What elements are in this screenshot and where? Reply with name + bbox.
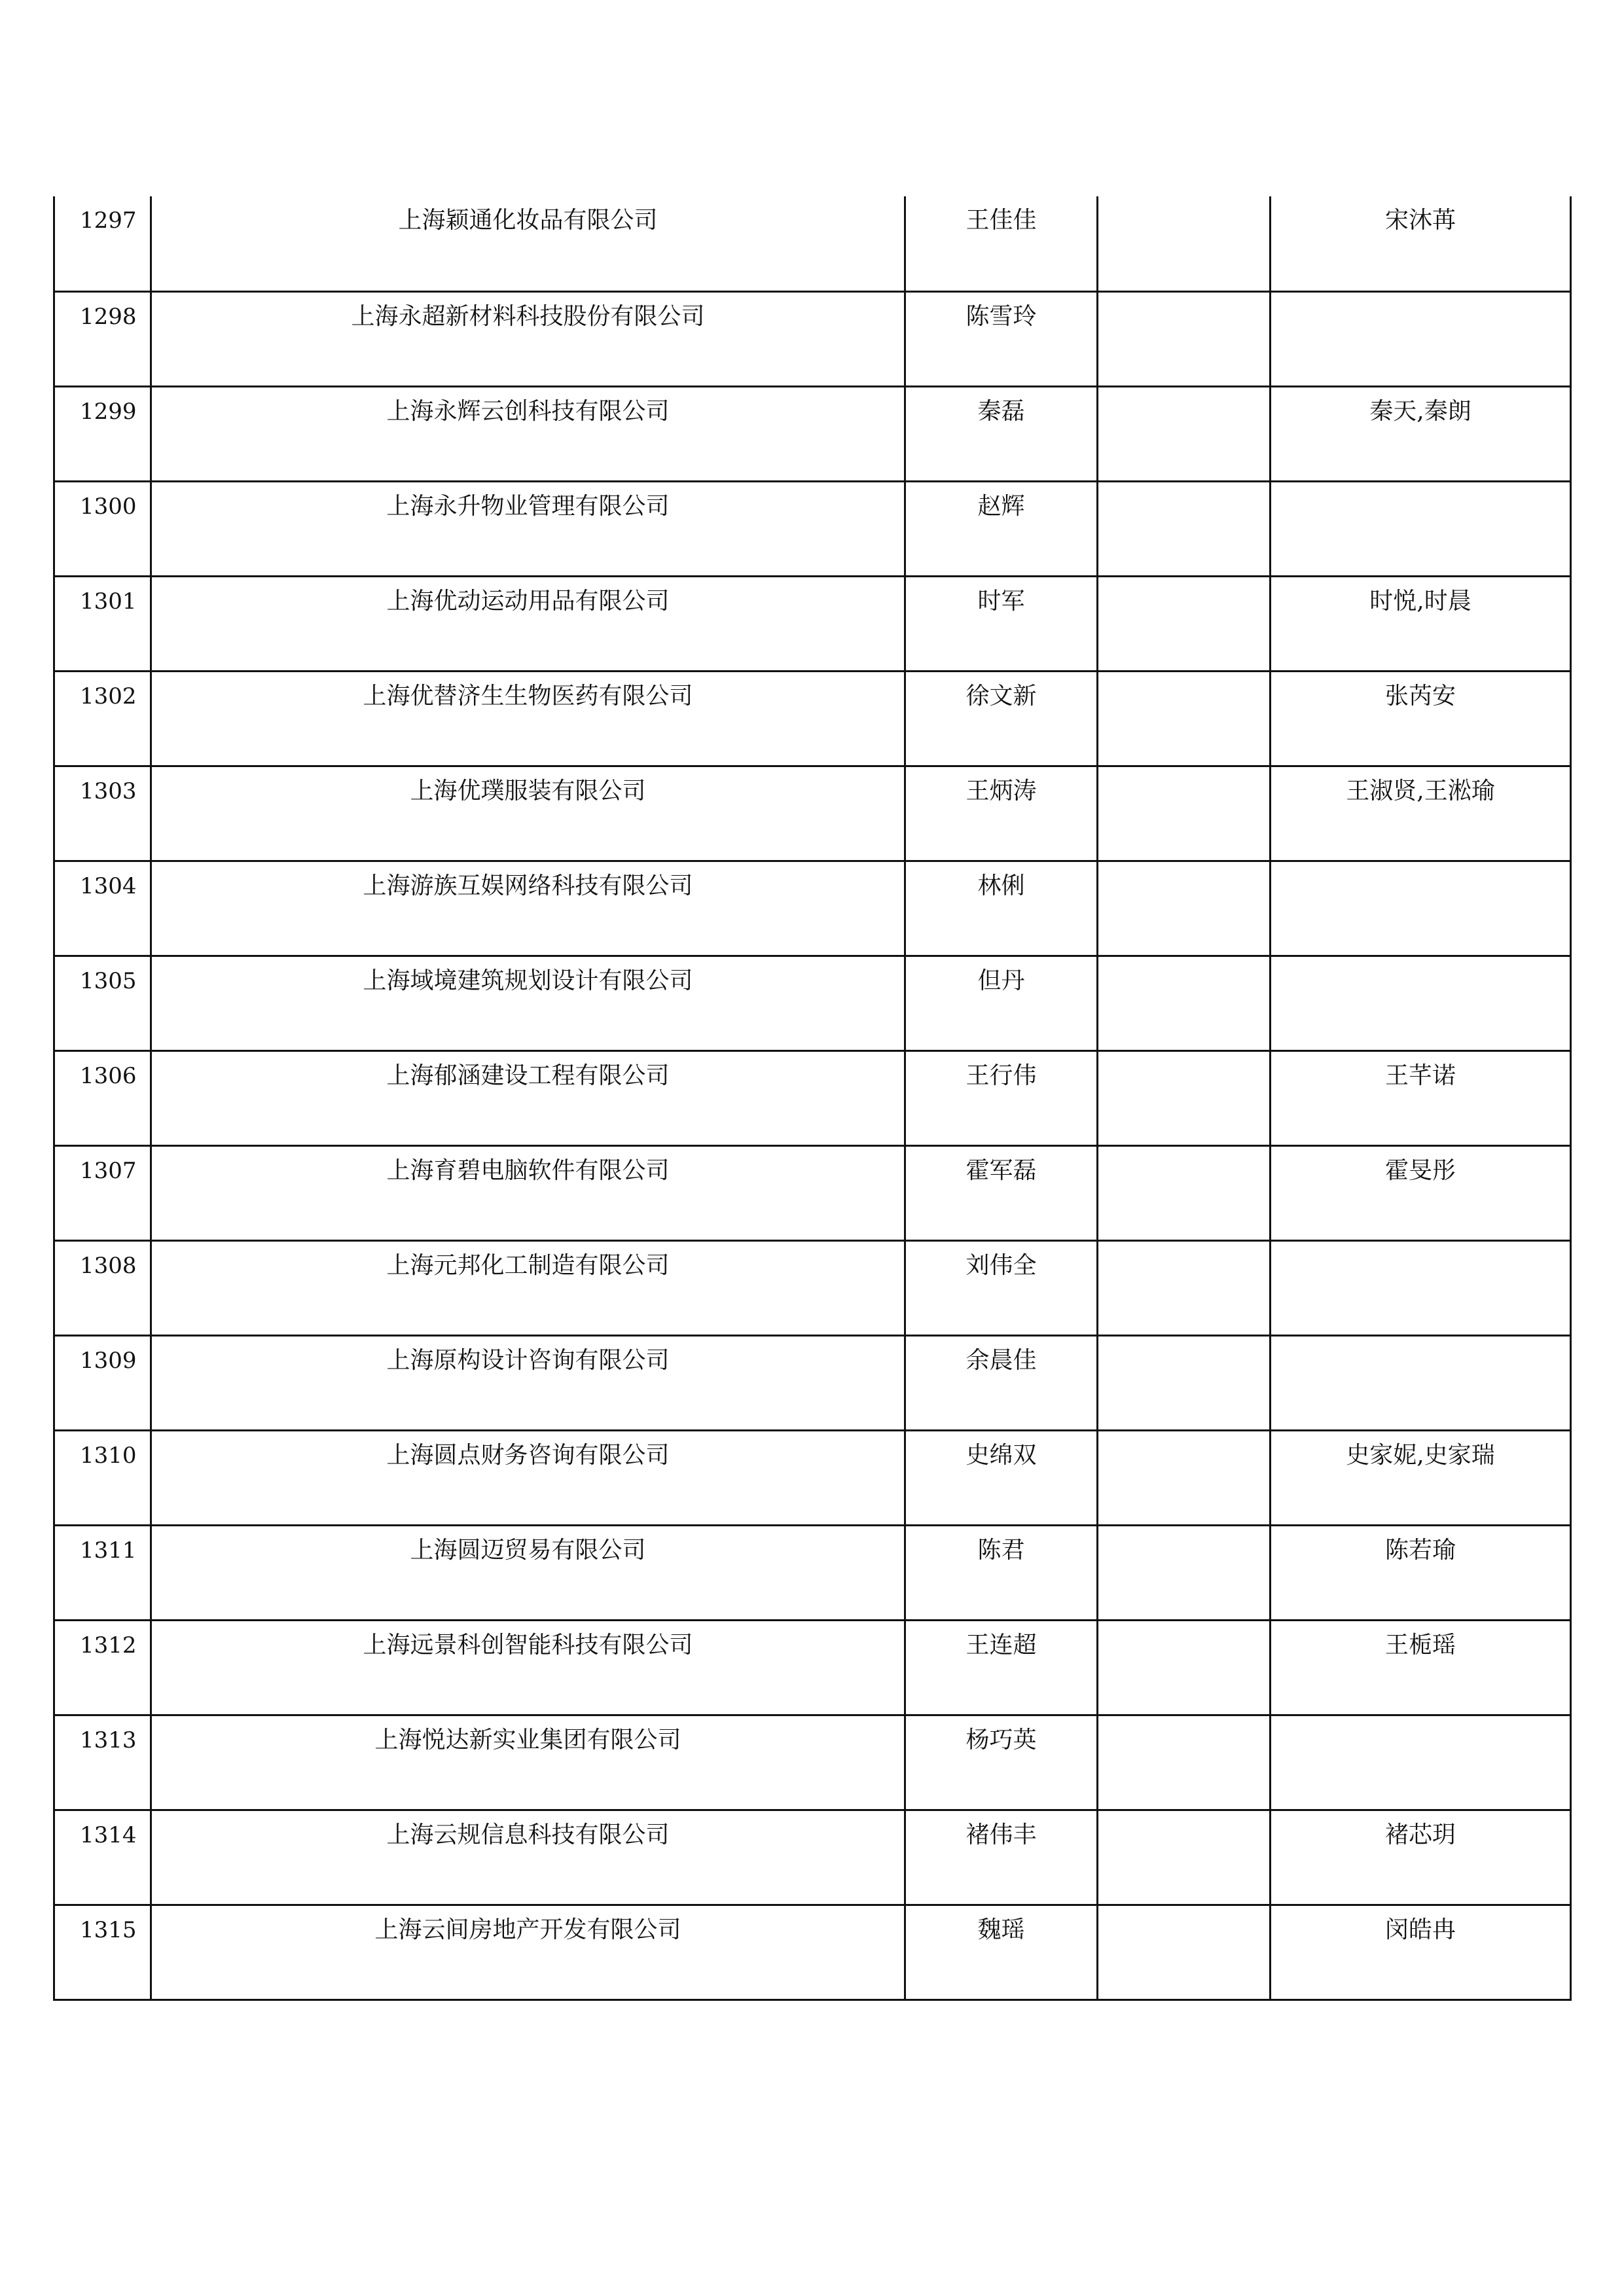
company-name: 上海永升物业管理有限公司 (386, 492, 670, 520)
children-names: 张芮安 (1384, 682, 1456, 709)
company-name-cell (151, 1240, 905, 1335)
row-number-cell (54, 386, 151, 481)
blank-cell-cell (1098, 1905, 1271, 2000)
children-names-cell (1271, 1145, 1571, 1240)
blank-cell (1098, 1336, 1269, 1347)
table-row (54, 1715, 1571, 1810)
company-name-cell (151, 766, 905, 861)
table-row (54, 1620, 1571, 1715)
company-name-cell (151, 1715, 905, 1810)
representative-name: 秦磊 (977, 397, 1025, 425)
representative-name-cell (905, 956, 1098, 1050)
blank-cell (1098, 957, 1269, 967)
children-names-cell (1271, 196, 1571, 291)
company-name-cell (151, 386, 905, 481)
blank-cell (1098, 767, 1269, 778)
children-names-cell (1271, 766, 1571, 861)
blank-cell-cell (1098, 196, 1271, 291)
blank-cell (1098, 482, 1269, 493)
table-row (54, 481, 1571, 576)
row-number: 1312 (80, 1632, 137, 1659)
representative-name: 赵辉 (977, 492, 1025, 520)
blank-cell (1098, 293, 1269, 303)
blank-cell-cell (1098, 956, 1271, 1050)
company-name-cell (151, 196, 905, 291)
representative-name-cell (905, 1810, 1098, 1905)
blank-cell-cell (1098, 1335, 1271, 1430)
blank-cell-cell (1098, 1430, 1271, 1525)
children-names-cell (1271, 1240, 1571, 1335)
row-number-cell (54, 1715, 151, 1810)
children-names: 褚芯玥 (1384, 1821, 1456, 1848)
document-page (53, 196, 1570, 2031)
children-names (1271, 293, 1570, 303)
company-name-cell (151, 1050, 905, 1145)
representative-name-cell (905, 386, 1098, 481)
company-name: 上海圆迈贸易有限公司 (410, 1536, 646, 1564)
company-name-cell (151, 1810, 905, 1905)
blank-cell-cell (1098, 1145, 1271, 1240)
row-number: 1303 (80, 778, 137, 804)
company-name-cell (151, 956, 905, 1050)
blank-cell-cell (1098, 291, 1271, 386)
children-names (1271, 1242, 1570, 1252)
representative-name-cell (905, 196, 1098, 291)
row-number: 1301 (80, 588, 137, 615)
children-names-cell (1271, 1050, 1571, 1145)
row-number: 1304 (80, 872, 137, 899)
table-row (54, 291, 1571, 386)
representative-name: 时军 (977, 587, 1025, 615)
table-row (54, 1810, 1571, 1905)
children-names-cell (1271, 1620, 1571, 1715)
table-row (54, 1050, 1571, 1145)
children-names-cell (1271, 1430, 1571, 1525)
children-names (1271, 1716, 1570, 1727)
table-row (54, 1145, 1571, 1240)
table-row (54, 861, 1571, 956)
company-name: 上海云规信息科技有限公司 (386, 1821, 670, 1848)
representative-name: 陈雪玲 (965, 302, 1037, 330)
blank-cell-cell (1098, 386, 1271, 481)
table-row (54, 1335, 1571, 1430)
blank-cell (1098, 672, 1269, 683)
row-number-cell (54, 671, 151, 766)
blank-cell-cell (1098, 1050, 1271, 1145)
company-name-cell (151, 1905, 905, 2000)
children-names (1271, 862, 1570, 872)
blank-cell (1098, 387, 1269, 398)
company-name: 上海原构设计咨询有限公司 (386, 1346, 670, 1374)
row-number-cell (54, 1430, 151, 1525)
row-number-cell (54, 481, 151, 576)
children-names-cell (1271, 386, 1571, 481)
children-names: 闵皓冉 (1384, 1916, 1456, 1943)
representative-name: 王炳涛 (965, 777, 1037, 804)
blank-cell (1098, 577, 1269, 588)
blank-cell (1098, 862, 1269, 872)
blank-cell (1098, 1147, 1269, 1157)
company-name-cell (151, 1145, 905, 1240)
blank-cell (1098, 1431, 1269, 1442)
children-names (1271, 1336, 1570, 1347)
blank-cell (1098, 196, 1269, 207)
blank-cell (1098, 1716, 1269, 1727)
children-names: 王淑贤,王淞瑜 (1346, 777, 1495, 804)
blank-cell-cell (1098, 481, 1271, 576)
company-name: 上海优璞服装有限公司 (410, 777, 646, 804)
row-number: 1308 (80, 1252, 137, 1279)
row-number: 1306 (80, 1062, 137, 1089)
company-name-cell (151, 576, 905, 671)
representative-name-cell (905, 1050, 1098, 1145)
company-name: 上海永辉云创科技有限公司 (386, 397, 670, 425)
table-row (54, 956, 1571, 1050)
blank-cell-cell (1098, 1620, 1271, 1715)
table-row (54, 1905, 1571, 2000)
representative-name: 杨巧英 (965, 1726, 1037, 1753)
company-name: 上海郁涵建设工程有限公司 (386, 1062, 670, 1089)
representative-name-cell (905, 576, 1098, 671)
company-name: 上海圆点财务咨询有限公司 (386, 1441, 670, 1469)
table-row (54, 576, 1571, 671)
representative-name: 王行伟 (965, 1062, 1037, 1089)
representative-name-cell (905, 1145, 1098, 1240)
row-number-cell (54, 1240, 151, 1335)
row-number: 1309 (80, 1347, 137, 1374)
representative-name-cell (905, 1715, 1098, 1810)
blank-cell (1098, 1811, 1269, 1821)
company-name: 上海颖通化妆品有限公司 (398, 207, 658, 234)
representative-name: 林俐 (977, 872, 1025, 899)
company-name-cell (151, 861, 905, 956)
company-name: 上海优动运动用品有限公司 (386, 587, 670, 615)
row-number-cell (54, 196, 151, 291)
children-names: 秦天,秦朗 (1369, 397, 1471, 425)
children-names-cell (1271, 1715, 1571, 1810)
blank-cell-cell (1098, 1525, 1271, 1620)
table-row (54, 766, 1571, 861)
representative-name-cell (905, 481, 1098, 576)
company-name-cell (151, 671, 905, 766)
children-names: 宋沐苒 (1384, 207, 1456, 234)
row-number-cell (54, 1810, 151, 1905)
children-names: 王栀瑶 (1384, 1631, 1456, 1659)
company-name-cell (151, 1335, 905, 1430)
row-number-cell (54, 1145, 151, 1240)
blank-cell (1098, 1621, 1269, 1632)
company-name: 上海元邦化工制造有限公司 (386, 1251, 670, 1279)
row-number: 1311 (80, 1537, 137, 1564)
row-number: 1297 (80, 207, 137, 234)
representative-name: 刘伟全 (965, 1251, 1037, 1279)
row-number-cell (54, 1620, 151, 1715)
row-number-cell (54, 861, 151, 956)
representative-name: 余晨佳 (965, 1346, 1037, 1374)
blank-cell (1098, 1242, 1269, 1252)
representative-name-cell (905, 1335, 1098, 1430)
children-names-cell (1271, 956, 1571, 1050)
blank-cell-cell (1098, 861, 1271, 956)
company-name: 上海优替济生生物医药有限公司 (363, 682, 693, 709)
representative-name-cell (905, 291, 1098, 386)
blank-cell (1098, 1052, 1269, 1062)
children-names: 王芊诺 (1384, 1062, 1456, 1089)
blank-cell-cell (1098, 671, 1271, 766)
children-names-cell (1271, 861, 1571, 956)
company-name: 上海域境建筑规划设计有限公司 (363, 967, 693, 994)
representative-name: 褚伟丰 (965, 1821, 1037, 1848)
representative-name-cell (905, 671, 1098, 766)
representative-name-cell (905, 1525, 1098, 1620)
representative-name-cell (905, 766, 1098, 861)
children-names-cell (1271, 1905, 1571, 2000)
roster-body (54, 196, 1571, 2000)
company-name-cell (151, 291, 905, 386)
row-number-cell (54, 1335, 151, 1430)
row-number-cell (54, 956, 151, 1050)
row-number: 1299 (80, 398, 137, 425)
representative-name-cell (905, 1240, 1098, 1335)
children-names (1271, 482, 1570, 493)
blank-cell (1098, 1526, 1269, 1537)
row-number: 1307 (80, 1157, 137, 1184)
row-number: 1302 (80, 683, 137, 709)
company-name: 上海游族互娱网络科技有限公司 (363, 872, 693, 899)
row-number-cell (54, 1050, 151, 1145)
table-row (54, 1430, 1571, 1525)
representative-name: 霍军磊 (965, 1157, 1037, 1184)
blank-cell-cell (1098, 1810, 1271, 1905)
blank-cell-cell (1098, 766, 1271, 861)
blank-cell-cell (1098, 1715, 1271, 1810)
table-row (54, 671, 1571, 766)
company-name-cell (151, 481, 905, 576)
row-number-cell (54, 291, 151, 386)
representative-name-cell (905, 1905, 1098, 2000)
representative-name: 王佳佳 (965, 207, 1037, 234)
representative-name: 王连超 (965, 1631, 1037, 1659)
row-number: 1300 (80, 493, 137, 520)
company-roster-table (53, 196, 1572, 2001)
children-names-cell (1271, 481, 1571, 576)
table-row (54, 196, 1571, 291)
children-names: 史家妮,史家瑞 (1346, 1441, 1495, 1469)
row-number: 1313 (80, 1727, 137, 1753)
company-name: 上海云间房地产开发有限公司 (374, 1916, 681, 1943)
company-name-cell (151, 1430, 905, 1525)
row-number: 1314 (80, 1821, 137, 1848)
children-names-cell (1271, 1810, 1571, 1905)
children-names-cell (1271, 576, 1571, 671)
children-names-cell (1271, 291, 1571, 386)
table-row (54, 386, 1571, 481)
row-number: 1315 (80, 1916, 137, 1943)
row-number-cell (54, 766, 151, 861)
company-name: 上海育碧电脑软件有限公司 (386, 1157, 670, 1184)
blank-cell (1098, 1906, 1269, 1916)
row-number-cell (54, 576, 151, 671)
table-row (54, 1525, 1571, 1620)
children-names: 霍旻彤 (1384, 1157, 1456, 1184)
representative-name: 史绵双 (965, 1441, 1037, 1469)
company-name: 上海悦达新实业集团有限公司 (374, 1726, 681, 1753)
row-number: 1305 (80, 967, 137, 994)
representative-name: 魏瑶 (977, 1916, 1025, 1943)
children-names-cell (1271, 1335, 1571, 1430)
blank-cell-cell (1098, 576, 1271, 671)
company-name-cell (151, 1525, 905, 1620)
company-name-cell (151, 1620, 905, 1715)
representative-name: 陈君 (977, 1536, 1025, 1564)
representative-name-cell (905, 861, 1098, 956)
company-name: 上海永超新材料科技股份有限公司 (351, 302, 705, 330)
table-row (54, 1240, 1571, 1335)
row-number-cell (54, 1525, 151, 1620)
representative-name: 但丹 (977, 967, 1025, 994)
representative-name-cell (905, 1430, 1098, 1525)
company-name: 上海远景科创智能科技有限公司 (363, 1631, 693, 1659)
row-number: 1298 (80, 303, 137, 330)
children-names (1271, 957, 1570, 967)
children-names: 时悦,时晨 (1369, 587, 1471, 615)
representative-name: 徐文新 (965, 682, 1037, 709)
children-names-cell (1271, 671, 1571, 766)
row-number-cell (54, 1905, 151, 2000)
row-number: 1310 (80, 1442, 137, 1469)
children-names-cell (1271, 1525, 1571, 1620)
representative-name-cell (905, 1620, 1098, 1715)
children-names: 陈若瑜 (1384, 1536, 1456, 1564)
blank-cell-cell (1098, 1240, 1271, 1335)
